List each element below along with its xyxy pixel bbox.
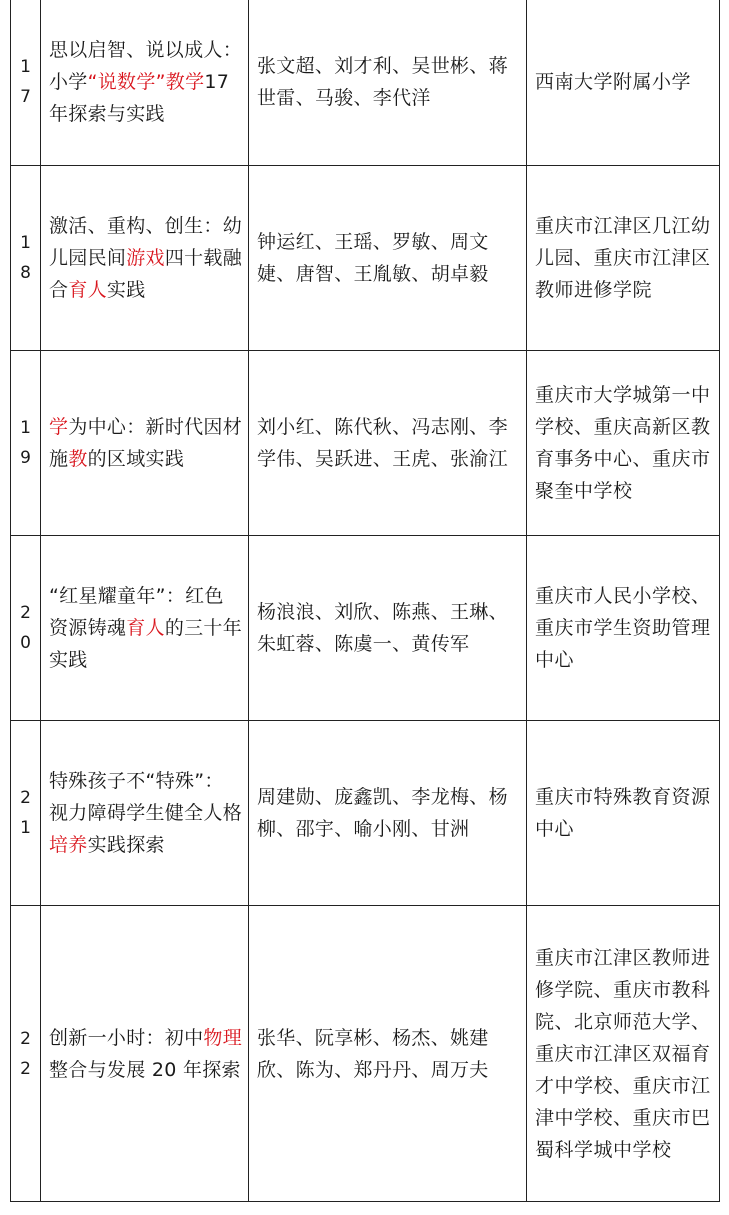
project-title-cell [41,906,249,1202]
row-number-cell [11,536,41,721]
project-title-cell [41,721,249,906]
organization-cell: 重庆市大学城第一中学校、重庆高新区教育事务中心、重庆市聚奎中学校 [527,351,720,536]
people-cell: 钟运红、王瑶、罗敏、周文婕、唐智、王胤敏、胡卓毅 [249,166,527,351]
row-number-digit: 0 [20,633,31,653]
project-title-highlight: 育人 [68,279,107,301]
table-row [11,721,720,906]
row-number-digit: 9 [20,448,31,468]
row-number-digit: 2 [20,603,31,623]
project-title-text: 的三十年实践 [49,617,243,671]
row-number-cell [11,351,41,536]
project-title-text: 四十载融合 [49,247,243,301]
organization-cell: 西南大学附属小学 [527,0,720,166]
project-title-highlight: 游戏 [126,247,165,269]
row-number-digit: 2 [20,788,31,808]
organization-cell: 重庆市人民小学校、重庆市学生资助管理中心 [527,536,720,721]
people-cell: 张华、阮享彬、杨杰、姚建欣、陈为、郑丹丹、周万夫 [249,906,527,1202]
organization-cell: 重庆市江津区教师进修学院、重庆市教科院、北京师范大学、重庆市江津区双福育才中学校、重庆市江津中学校、重庆市巴蜀科学城中学校 [527,906,720,1202]
project-title-text: 实践探索 [87,834,165,856]
table-row [11,0,720,166]
row-number-cell [11,721,41,906]
row-number-digit: 2 [20,1028,31,1049]
project-title-highlight: 育人 [126,617,165,639]
row-number-digit: 8 [20,263,31,283]
row-number-digit: 2 [20,1058,31,1079]
project-title-highlight: 教 [68,448,88,470]
project-title-cell [41,351,249,536]
people-cell: 刘小红、陈代秋、冯志刚、李学伟、吴跃进、王虎、张渝江 [249,351,527,536]
people-cell: 周建勋、庞鑫凯、李龙梅、杨柳、邵宇、喻小刚、甘洲 [249,721,527,906]
row-number-digit: 7 [20,87,31,107]
table-row [11,906,720,1202]
project-title-text: 思以启智、说以成人：小学 [49,39,243,93]
project-title-text: 实践 [106,279,146,301]
project-title-highlight: “说数学”教学 [87,71,205,93]
project-title-text: 为中心：新时代因材施 [49,416,243,470]
award-table [10,0,720,1202]
table-row [11,536,720,721]
row-number-cell [11,0,41,166]
project-title-cell [41,0,249,166]
project-title-highlight: 物理 [203,1026,243,1049]
table-row [11,166,720,351]
table-row [11,351,720,536]
row-number-digit: 1 [20,57,31,77]
project-title-text: 创新一小时：初中 [49,1026,204,1049]
project-title-text: 的区域实践 [87,448,185,470]
project-title-cell [41,166,249,351]
row-number-digit: 1 [20,818,31,838]
organization-cell: 重庆市江津区几江幼儿园、重庆市江津区教师进修学院 [527,166,720,351]
project-title-text: “红星耀童年”：红色资源铸魂 [49,585,224,639]
project-title-text: 整合与发展 20 年探索 [49,1058,241,1081]
people-cell: 杨浪浪、刘欣、陈燕、王琳、朱虹蓉、陈虞一、黄传军 [249,536,527,721]
project-title-text: 17 年探索与实践 [49,71,230,125]
project-title-highlight: 培养 [49,834,88,856]
row-number-cell [11,166,41,351]
row-number-digit: 1 [20,233,31,253]
organization-cell: 重庆市特殊教育资源中心 [527,721,720,906]
row-number-cell [11,906,41,1202]
project-title-text: 特殊孩子不“特殊”：视力障碍学生健全人格 [49,770,243,824]
project-title-highlight: 学 [49,416,69,438]
row-number-digit: 1 [20,418,31,438]
project-title-cell [41,536,249,721]
people-cell: 张文超、刘才利、吴世彬、蒋世雷、马骏、李代洋 [249,0,527,166]
project-title-text: 激活、重构、创生：幼儿园民间 [49,215,243,269]
